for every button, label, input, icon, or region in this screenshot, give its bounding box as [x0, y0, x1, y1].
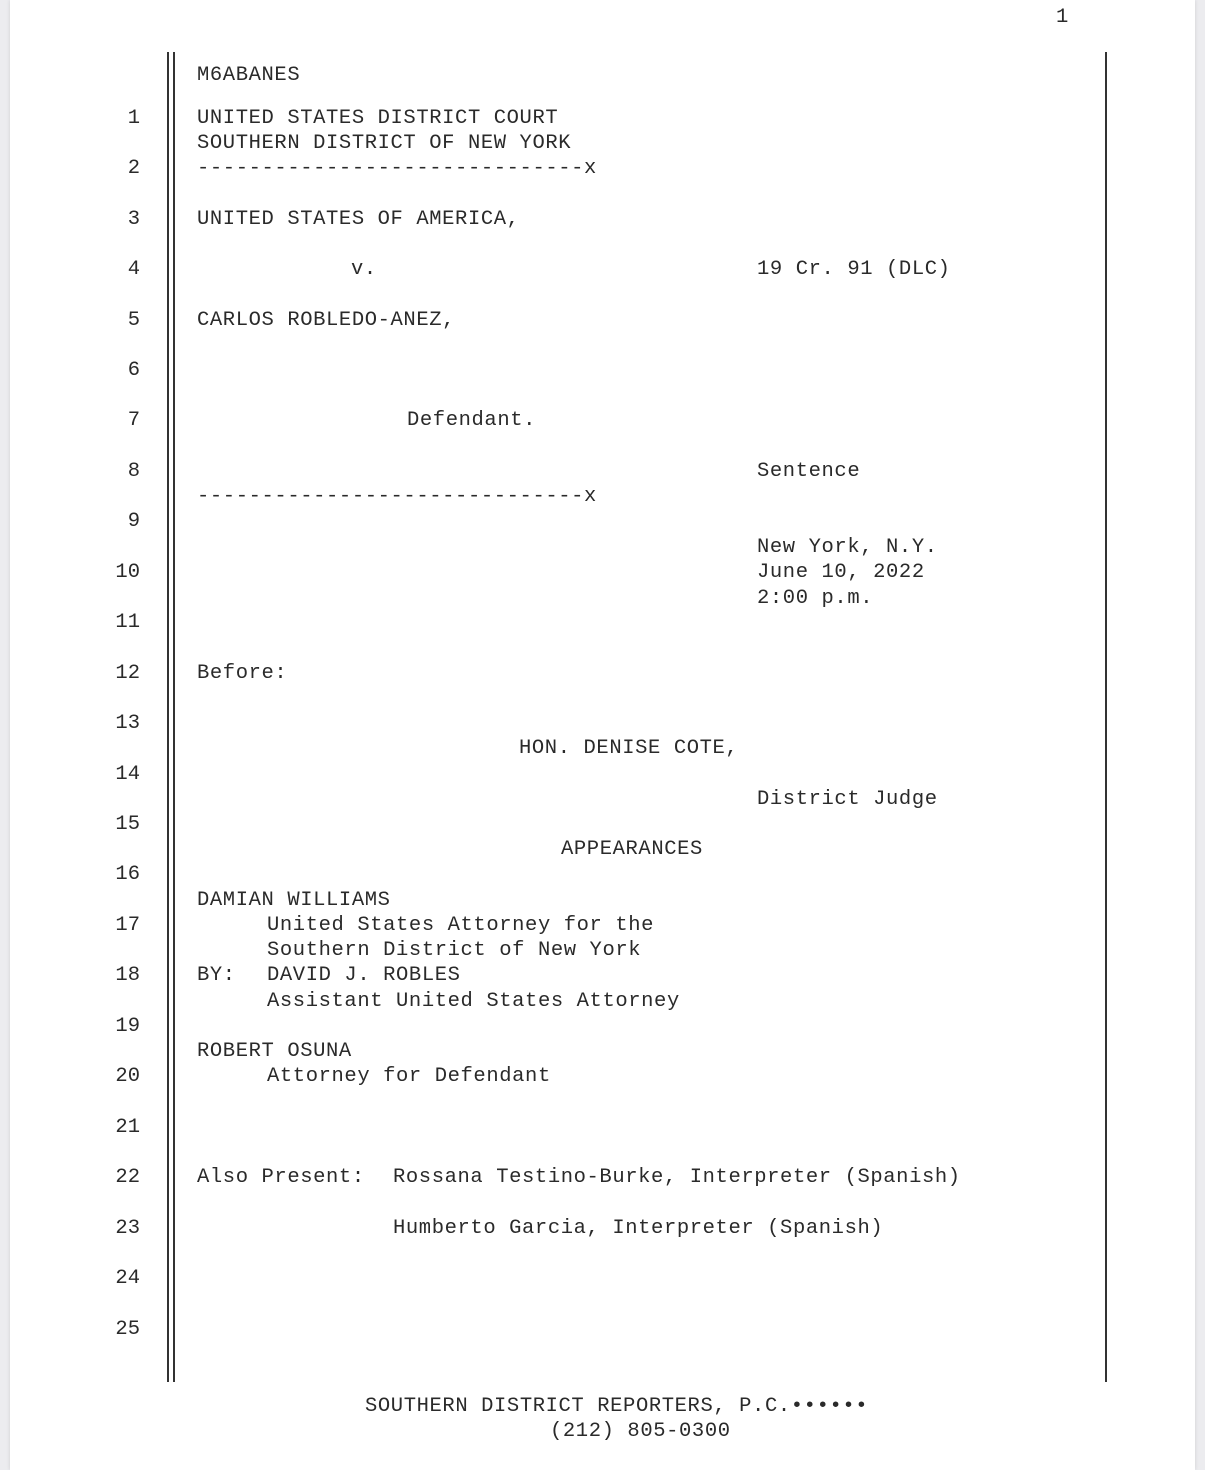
left-margin-rule-inner [173, 52, 175, 1382]
defense-attorney-title: Attorney for Defendant [267, 1065, 551, 1088]
also-present-label: Also Present: [197, 1166, 365, 1189]
court-name-line1: UNITED STATES DISTRICT COURT [197, 107, 559, 130]
judge-title: District Judge [757, 788, 938, 811]
line-number: 25 [115, 1318, 140, 1341]
footer-phone: (212) 805-0300 [550, 1420, 731, 1443]
versus-label: v. [351, 258, 377, 281]
line-number: 7 [127, 409, 140, 432]
page-number: 1 [1056, 6, 1069, 29]
footer-reporter: SOUTHERN DISTRICT REPORTERS, P.C.•••••• [365, 1395, 869, 1418]
appearances-heading: APPEARANCES [561, 838, 703, 861]
line-number: 15 [115, 813, 140, 836]
line-number: 18 [115, 964, 140, 987]
line-number: 9 [127, 510, 140, 533]
before-label: Before: [197, 662, 288, 685]
caption-divider-bottom: ------------------------------x [197, 485, 597, 508]
transcript-page [10, 0, 1195, 1470]
line-number: 2 [127, 157, 140, 180]
line-number: 11 [115, 611, 140, 634]
line-number: 21 [115, 1116, 140, 1139]
line-number: 17 [115, 914, 140, 937]
line-number: 6 [127, 359, 140, 382]
also-present-person1: Rossana Testino-Burke, Interpreter (Spanish) [393, 1166, 961, 1189]
case-number: 19 Cr. 91 (DLC) [757, 258, 951, 281]
line-number: 23 [115, 1217, 140, 1240]
hearing-date: June 10, 2022 [757, 561, 925, 584]
line-number: 8 [127, 460, 140, 483]
line-number: 13 [115, 712, 140, 735]
us-attorney-name: DAMIAN WILLIAMS [197, 889, 391, 912]
judge-name: HON. DENISE COTE, [519, 737, 739, 760]
caption-divider-top: ------------------------------x [197, 157, 597, 180]
line-number: 24 [115, 1267, 140, 1290]
left-margin-rule-outer [167, 52, 169, 1382]
line-number: 4 [127, 258, 140, 281]
us-attorney-title-line2: Southern District of New York [267, 939, 642, 962]
right-margin-rule [1105, 52, 1107, 1382]
line-number: 14 [115, 763, 140, 786]
hearing-time: 2:00 p.m. [757, 587, 874, 610]
defendant-label: Defendant. [407, 409, 537, 432]
defense-attorney-name: ROBERT OSUNA [197, 1040, 352, 1063]
line-number: 12 [115, 662, 140, 685]
hearing-location: New York, N.Y. [757, 536, 938, 559]
line-number: 16 [115, 863, 140, 886]
court-name-line2: SOUTHERN DISTRICT OF NEW YORK [197, 132, 572, 155]
line-number: 3 [127, 208, 140, 231]
line-number: 5 [127, 309, 140, 332]
ausa-name: DAVID J. ROBLES [267, 964, 461, 987]
line-number: 1 [127, 107, 140, 130]
by-label: BY: [197, 964, 236, 987]
line-number: 20 [115, 1065, 140, 1088]
us-attorney-title-line1: United States Attorney for the [267, 914, 655, 937]
ausa-title: Assistant United States Attorney [267, 990, 680, 1013]
defendant-name: CARLOS ROBLEDO-ANEZ, [197, 309, 456, 332]
line-number: 10 [115, 561, 140, 584]
plaintiff-name: UNITED STATES OF AMERICA, [197, 208, 520, 231]
header-code: M6ABANES [197, 64, 301, 87]
also-present-person2: Humberto Garcia, Interpreter (Spanish) [393, 1217, 884, 1240]
line-number: 22 [115, 1166, 140, 1189]
proceeding-type: Sentence [757, 460, 861, 483]
line-number: 19 [115, 1015, 140, 1038]
